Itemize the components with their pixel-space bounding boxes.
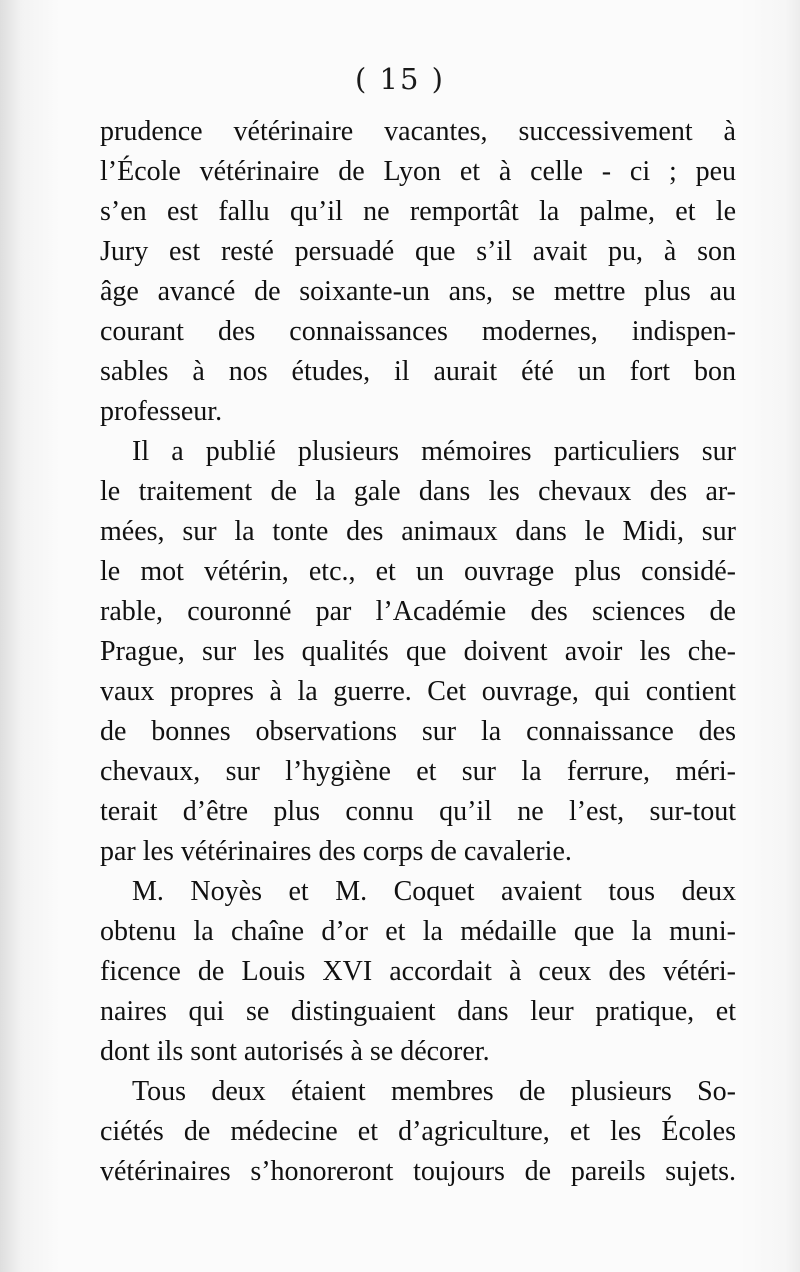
text-line: s’en est fallu qu’il ne remportât la palme, et le — [100, 196, 736, 227]
text-line: chevaux, sur l’hygiène et sur la ferrure, méri- — [100, 756, 736, 787]
text-line: l’École vétérinaire de Lyon et à celle - ci ; peu — [100, 156, 736, 187]
text-line: courant des connaissances modernes, indispen- — [100, 316, 736, 347]
text-line: le traitement de la gale dans les chevaux des ar- — [100, 476, 736, 507]
text-line: par les vétérinaires des corps de cavalerie. — [100, 836, 572, 867]
text-line: Il a publié plusieurs mémoires particuliers sur — [132, 436, 736, 467]
text-line: M. Noyès et M. Coquet avaient tous deux — [132, 876, 736, 907]
text-line: terait d’être plus connu qu’il ne l’est, sur-tout — [100, 796, 736, 827]
text-line: prudence vétérinaire vacantes, successivement à — [100, 116, 736, 147]
text-line: âge avancé de soixante-un ans, se mettre plus au — [100, 276, 736, 307]
text-line: rable, couronné par l’Académie des sciences de — [100, 596, 736, 627]
text-line: le mot vétérin, etc., et un ouvrage plus considé- — [100, 556, 736, 587]
body-text — [100, 112, 736, 1192]
text-line: vétérinaires s’honoreront toujours de pareils sujets. — [100, 1156, 736, 1187]
text-line: mées, sur la tonte des animaux dans le Midi, sur — [100, 516, 736, 547]
text-line: naires qui se distinguaient dans leur pratique, et — [100, 996, 736, 1027]
text-line: Jury est resté persuadé que s’il avait pu, à son — [100, 236, 736, 267]
text-line: ciétés de médecine et d’agriculture, et les Écoles — [100, 1116, 736, 1147]
text-line: dont ils sont autorisés à se décorer. — [100, 1036, 490, 1067]
text-line: Tous deux étaient membres de plusieurs So- — [132, 1076, 736, 1107]
text-line: ficence de Louis XVI accordait à ceux des vétéri- — [100, 956, 736, 987]
text-line: professeur. — [100, 396, 223, 427]
text-line: sables à nos études, il aurait été un fort bon — [100, 356, 736, 387]
text-line: obtenu la chaîne d’or et la médaille que la muni- — [100, 916, 736, 947]
text-line: Prague, sur les qualités que doivent avoir les che- — [100, 636, 736, 667]
text-line: de bonnes observations sur la connaissance des — [100, 716, 736, 747]
text-line: vaux propres à la guerre. Cet ouvrage, qui contient — [100, 676, 736, 707]
page-number: ( 15 ) — [355, 62, 445, 96]
